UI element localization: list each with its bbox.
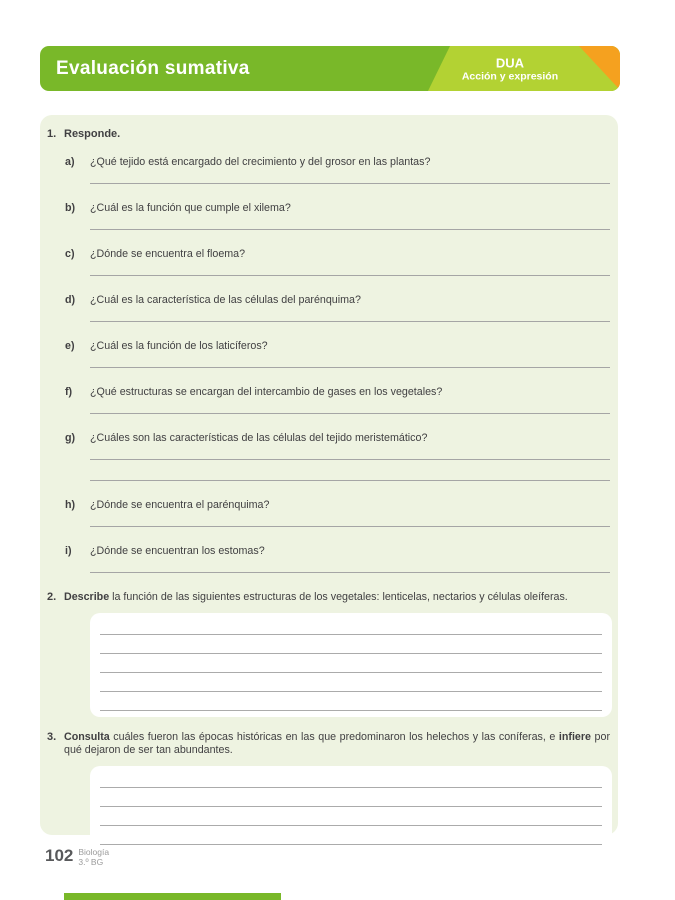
item-text: ¿Dónde se encuentra el floema? <box>90 248 246 260</box>
dua-badge-subtitle: Acción y expresión <box>461 70 559 82</box>
question-number: 3. <box>47 730 57 743</box>
answer-line[interactable] <box>90 307 610 322</box>
answer-line[interactable] <box>90 215 610 230</box>
answer-line[interactable] <box>100 654 602 673</box>
answer-line[interactable] <box>90 353 610 368</box>
book-info <box>78 847 109 867</box>
question-1e <box>40 340 618 368</box>
answer-line[interactable] <box>100 826 602 845</box>
item-letter: e) <box>65 340 75 352</box>
item-text: ¿Qué tejido está encargado del crecimiento y del grosor en las plantas? <box>90 156 431 168</box>
question-1b <box>40 202 618 230</box>
item-letter: i) <box>65 545 72 557</box>
question-prompt <box>64 731 618 758</box>
page-number: 102 <box>45 846 74 865</box>
item-text: ¿Dónde se encuentran los estomas? <box>90 545 265 557</box>
answer-line[interactable] <box>100 769 602 788</box>
question-3 <box>40 731 618 851</box>
question-1d <box>40 294 618 322</box>
answer-line[interactable] <box>100 692 602 711</box>
question-1-heading <box>47 128 618 141</box>
answer-box-q3[interactable] <box>90 766 612 851</box>
question-verb: Consulta <box>64 730 110 743</box>
question-text-2: por qué dejaron de ser tan abundantes. <box>64 730 610 756</box>
answer-line[interactable] <box>100 635 602 654</box>
answer-line[interactable] <box>90 261 610 276</box>
answer-line[interactable] <box>90 460 610 481</box>
item-text: ¿Dónde se encuentra el parénquima? <box>90 499 270 511</box>
question-1h <box>40 499 618 527</box>
question-3-heading <box>47 731 618 758</box>
answer-line[interactable] <box>100 807 602 826</box>
question-2-heading <box>47 591 618 605</box>
answer-line[interactable] <box>100 673 602 692</box>
item-text: ¿Qué estructuras se encargan del intercambio de gases en los vegetales? <box>90 386 443 398</box>
answer-line[interactable] <box>90 169 610 184</box>
question-1f <box>40 386 618 414</box>
answer-box-q2[interactable] <box>90 613 612 717</box>
header-banner <box>40 46 620 91</box>
item-letter: g) <box>65 432 76 444</box>
answer-line[interactable] <box>100 788 602 807</box>
item-text: ¿Cuál es la función de los laticíferos? <box>90 340 268 352</box>
answer-line[interactable] <box>100 616 602 635</box>
question-number: 1. <box>47 128 57 140</box>
question-text: cuáles fueron las épocas históricas en las que predominaron los helechos y las coníferas, e <box>109 730 559 743</box>
item-text: ¿Cuál es la función que cumple el xilema? <box>90 202 291 214</box>
item-letter: a) <box>65 156 75 168</box>
item-text: ¿Cuáles son las características de las células del tejido meristemático? <box>90 432 428 444</box>
question-prompt: Responde. <box>64 128 121 140</box>
item-text: ¿Cuál es la característica de las células del parénquima? <box>90 294 361 306</box>
answer-line[interactable] <box>90 558 610 573</box>
question-verb-2: infiere <box>558 730 591 743</box>
question-1g <box>40 432 618 481</box>
question-1 <box>40 128 618 573</box>
page-title: Evaluación sumativa <box>56 57 250 79</box>
subject-label: Biología <box>78 847 110 857</box>
answer-line[interactable] <box>90 399 610 414</box>
questions-panel <box>40 115 618 835</box>
question-text: la función de las siguientes estructuras de los vegetales: lenticelas, nectarios y células oleíferas. <box>109 591 568 603</box>
bottom-accent-bar <box>64 893 281 900</box>
dua-badge <box>444 55 576 82</box>
item-letter: h) <box>65 499 76 511</box>
question-number: 2. <box>47 591 57 603</box>
question-verb: Describe <box>64 591 110 603</box>
question-1i <box>40 545 618 573</box>
page-footer <box>45 847 109 867</box>
item-letter: d) <box>65 294 76 306</box>
question-1a <box>40 156 618 184</box>
grade-label: 3.º BG <box>78 856 104 867</box>
item-letter: b) <box>65 202 76 214</box>
question-prompt <box>64 591 568 605</box>
answer-line[interactable] <box>90 445 610 460</box>
item-letter: c) <box>65 248 75 260</box>
dua-badge-title: DUA <box>495 55 525 70</box>
answer-line[interactable] <box>90 512 610 527</box>
question-2 <box>40 591 618 717</box>
item-letter: f) <box>65 386 73 398</box>
question-1c <box>40 248 618 276</box>
